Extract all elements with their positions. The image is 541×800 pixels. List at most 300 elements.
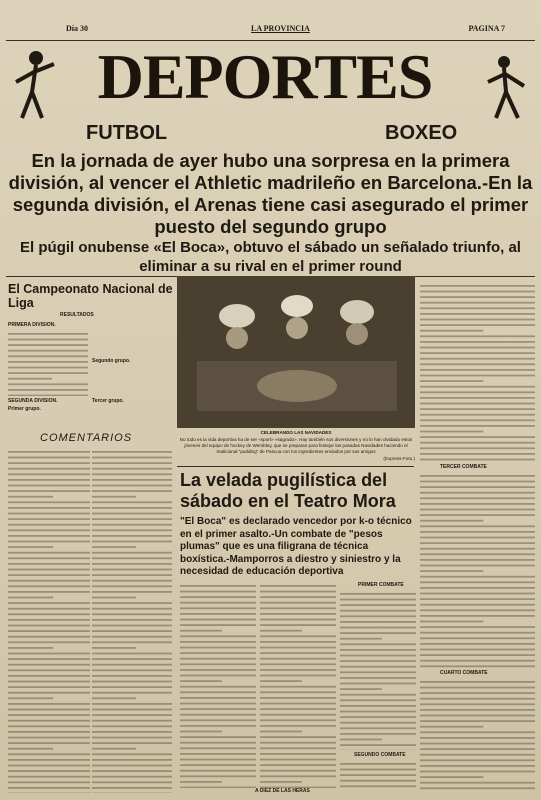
section-boxeo: BOXEO — [385, 122, 458, 144]
text-line — [340, 638, 382, 640]
text-line — [340, 739, 382, 741]
text-line — [420, 692, 535, 694]
text-line — [420, 665, 535, 667]
text-line — [340, 733, 416, 735]
text-line — [92, 462, 172, 464]
text-line — [8, 355, 88, 357]
text-line — [420, 335, 535, 337]
text-line — [8, 658, 90, 660]
text-line — [180, 770, 256, 772]
text-line — [260, 675, 336, 677]
text-line — [260, 596, 336, 598]
text-line — [180, 596, 256, 598]
text-line — [420, 330, 483, 332]
text-line — [340, 785, 416, 787]
text-lines — [340, 760, 416, 790]
text-line — [8, 686, 90, 688]
text-line — [180, 658, 256, 660]
text-line — [420, 637, 535, 639]
velada-column-3 — [340, 590, 416, 750]
text-line — [420, 375, 535, 377]
text-line — [92, 653, 172, 655]
text-line — [420, 754, 535, 756]
text-line — [8, 770, 90, 772]
text-line — [340, 593, 416, 595]
text-line — [340, 599, 416, 601]
text-line — [8, 765, 90, 767]
text-line — [420, 737, 535, 739]
text-line — [92, 546, 136, 548]
text-line — [420, 436, 535, 438]
text-line — [92, 613, 172, 615]
photo-caption: No todo es la vida deportiva ha de ser «sport» «sagrado». Hay también sus diversiones y no lo han olvidado estos jóvenes del equipo de hockey de Wembley, que se preparan para festejar las pasadas Navidades haciendo el tradicional "pudding" de Pascua con los ingredientes enviados por sus amigos — [179, 437, 413, 454]
text-line — [8, 485, 90, 487]
text-line — [92, 574, 172, 576]
text-line — [340, 769, 416, 771]
article-column-right-mid — [420, 472, 535, 668]
text-line — [180, 630, 222, 632]
text-line — [260, 602, 336, 604]
text-line — [180, 714, 256, 716]
text-line — [420, 363, 535, 365]
text-lines — [420, 472, 535, 668]
text-line — [8, 737, 90, 739]
text-line — [92, 725, 172, 727]
cuarto-combate-label: CUARTO COMBATE — [440, 670, 488, 676]
photo-image — [177, 276, 415, 428]
text-line — [8, 383, 88, 385]
text-line — [92, 535, 172, 537]
text-line — [8, 490, 90, 492]
tercer-combate-label: TERCER COMBATE — [440, 464, 487, 470]
text-line — [8, 557, 90, 559]
text-line — [8, 753, 90, 755]
text-line — [260, 591, 336, 593]
text-line — [92, 485, 172, 487]
text-line — [92, 619, 172, 621]
text-line — [260, 736, 336, 738]
text-line — [340, 683, 416, 685]
text-line — [420, 425, 535, 427]
text-line — [92, 569, 172, 571]
text-line — [180, 663, 256, 665]
text-line — [420, 698, 535, 700]
text-line — [420, 687, 535, 689]
text-line — [8, 574, 90, 576]
text-line — [420, 319, 535, 321]
text-line — [260, 607, 336, 609]
text-line — [92, 473, 172, 475]
text-line — [92, 765, 172, 767]
text-line — [180, 697, 256, 699]
text-line — [420, 537, 535, 539]
text-line — [420, 459, 535, 461]
velada-column-1 — [180, 582, 256, 788]
text-line — [340, 705, 416, 707]
text-line — [92, 602, 172, 604]
text-line — [420, 453, 535, 455]
text-line — [92, 501, 172, 503]
text-line — [8, 378, 52, 380]
text-line — [180, 759, 256, 761]
text-line — [92, 597, 136, 599]
text-line — [92, 714, 172, 716]
text-line — [420, 570, 483, 572]
text-line — [420, 386, 535, 388]
text-line — [420, 307, 535, 309]
segundo-combate-label: SEGUNDO COMBATE — [354, 752, 406, 758]
text-line — [180, 647, 256, 649]
segundo-grupo-label: Segundo grupo. — [92, 358, 131, 364]
text-line — [340, 744, 416, 746]
velada-column-3-bottom — [340, 760, 416, 790]
text-line — [8, 787, 90, 789]
text-line — [420, 565, 535, 567]
text-line — [420, 497, 535, 499]
text-line — [92, 636, 172, 638]
text-lines — [8, 330, 88, 396]
text-line — [8, 546, 53, 548]
text-line — [180, 764, 256, 766]
text-line — [340, 621, 416, 623]
text-line — [180, 753, 256, 755]
text-line — [420, 720, 535, 722]
text-line — [420, 525, 535, 527]
text-line — [420, 771, 535, 773]
text-line — [8, 636, 90, 638]
text-line — [92, 552, 172, 554]
text-line — [92, 647, 136, 649]
text-line — [92, 580, 172, 582]
text-line — [8, 507, 90, 509]
text-line — [8, 776, 90, 778]
text-line — [420, 776, 483, 778]
text-line — [420, 414, 535, 416]
comentarios-label: COMENTARIOS — [40, 432, 133, 444]
page-header — [6, 22, 535, 40]
text-line — [420, 296, 535, 298]
text-line — [420, 369, 535, 371]
text-line — [92, 630, 172, 632]
article-column-2 — [92, 448, 172, 793]
text-line — [420, 709, 535, 711]
text-lines — [420, 678, 535, 793]
text-line — [420, 285, 535, 287]
text-line — [92, 675, 172, 677]
text-line — [340, 671, 416, 673]
text-line — [180, 585, 256, 587]
text-line — [92, 737, 172, 739]
text-line — [180, 719, 256, 721]
text-line — [180, 635, 256, 637]
text-line — [260, 708, 336, 710]
text-line — [8, 714, 90, 716]
text-line — [92, 641, 172, 643]
page-number: PAGINA 7 — [468, 24, 505, 33]
text-line — [8, 625, 90, 627]
text-line — [420, 598, 535, 600]
text-line — [92, 681, 172, 683]
text-line — [420, 341, 535, 343]
text-line — [340, 604, 416, 606]
text-line — [420, 743, 535, 745]
text-line — [420, 481, 535, 483]
text-line — [8, 664, 90, 666]
paper-name: LA PROVINCIA — [251, 24, 310, 33]
text-line — [260, 714, 336, 716]
text-line — [260, 619, 336, 621]
text-line — [8, 619, 90, 621]
text-line — [420, 447, 535, 449]
velada-title: La velada pugilística del sábado en el Teatro Mora — [180, 470, 396, 511]
text-line — [180, 613, 256, 615]
text-lines — [92, 448, 172, 793]
text-line — [260, 781, 302, 783]
text-line — [260, 742, 336, 744]
article-column-right-bottom — [420, 678, 535, 793]
text-line — [180, 731, 222, 733]
text-line — [92, 490, 172, 492]
text-line — [340, 643, 416, 645]
text-line — [340, 694, 416, 696]
text-line — [180, 602, 256, 604]
text-line — [420, 380, 483, 382]
text-line — [420, 503, 535, 505]
text-line — [340, 655, 416, 657]
text-line — [260, 669, 336, 671]
text-line — [180, 591, 256, 593]
text-line — [260, 731, 302, 733]
text-line — [180, 742, 256, 744]
text-line — [8, 585, 90, 587]
text-line — [8, 518, 90, 520]
text-line — [180, 775, 256, 777]
text-line — [420, 509, 535, 511]
text-line — [92, 529, 172, 531]
text-line — [180, 641, 256, 643]
text-line — [420, 731, 535, 733]
text-line — [92, 753, 172, 755]
text-line — [92, 742, 172, 744]
text-line — [92, 451, 172, 453]
text-lines — [8, 448, 90, 793]
text-line — [8, 725, 90, 727]
text-line — [340, 711, 416, 713]
text-line — [92, 731, 172, 733]
text-line — [8, 395, 88, 396]
text-line — [92, 748, 136, 750]
text-line — [8, 748, 53, 750]
text-line — [420, 475, 535, 477]
text-line — [8, 759, 90, 761]
text-line — [180, 747, 256, 749]
text-line — [8, 675, 90, 677]
text-line — [420, 581, 535, 583]
primer-combate-label: PRIMER COMBATE — [358, 582, 404, 588]
text-line — [8, 653, 90, 655]
text-line — [180, 736, 256, 738]
athlete-figure-left — [8, 44, 63, 124]
text-line — [340, 666, 416, 668]
text-line — [92, 776, 172, 778]
text-line — [420, 649, 535, 651]
photo-christmas — [177, 276, 415, 428]
text-line — [180, 624, 256, 626]
text-line — [92, 585, 172, 587]
text-line — [92, 468, 172, 470]
text-line — [92, 669, 172, 671]
text-line — [92, 479, 172, 481]
text-line — [420, 313, 535, 315]
main-headline: En la jornada de ayer hubo una sorpresa en la primera división, al vencer el Athletic madrileño en Barcelona.-En la segunda división, el Arenas tiene casi asegurado el primer puesto del segundo grupo — [8, 150, 533, 237]
text-line — [8, 513, 90, 515]
text-line — [92, 457, 172, 459]
text-line — [8, 709, 90, 711]
text-line — [92, 759, 172, 761]
text-line — [420, 782, 535, 784]
segunda-division-label: SEGUNDA DIVISION. — [8, 398, 58, 404]
text-line — [8, 333, 88, 335]
text-line — [8, 350, 88, 352]
text-line — [260, 658, 336, 660]
text-line — [420, 531, 535, 533]
article-column-1 — [8, 448, 90, 793]
text-line — [180, 703, 256, 705]
text-line — [260, 624, 336, 626]
text-line — [260, 753, 336, 755]
text-line — [92, 541, 172, 543]
text-line — [8, 344, 88, 346]
text-line — [8, 641, 90, 643]
text-line — [8, 552, 90, 554]
photo-credit: (Express-Foto.) — [383, 456, 415, 461]
text-line — [420, 324, 535, 326]
text-line — [420, 520, 483, 522]
athlete-figure-right — [478, 52, 533, 124]
text-line — [8, 742, 90, 744]
text-line — [8, 731, 90, 733]
text-line — [420, 703, 535, 705]
text-lines — [340, 590, 416, 750]
text-line — [420, 632, 535, 634]
section-futbol: FUTBOL — [86, 122, 168, 144]
signature: A DIEZ DE LAS HERAS — [255, 788, 310, 794]
text-line — [420, 548, 535, 550]
text-line — [8, 669, 90, 671]
text-line — [420, 431, 483, 433]
text-line — [420, 576, 535, 578]
text-line — [340, 716, 416, 718]
text-line — [92, 787, 172, 789]
text-line — [8, 541, 90, 543]
text-line — [260, 652, 336, 654]
text-line — [420, 559, 535, 561]
text-line — [340, 727, 416, 729]
text-line — [260, 764, 336, 766]
text-line — [420, 358, 535, 360]
text-line — [92, 781, 172, 783]
text-line — [420, 302, 535, 304]
text-line — [8, 563, 90, 565]
text-line — [8, 389, 88, 391]
text-line — [8, 529, 90, 531]
text-line — [260, 686, 336, 688]
date-label: Día 30 — [66, 24, 88, 33]
text-line — [260, 641, 336, 643]
text-line — [180, 781, 222, 783]
campeonato-title: El Campeonato Nacional de Liga — [8, 282, 173, 310]
text-line — [420, 391, 535, 393]
text-line — [92, 703, 172, 705]
results-text-block — [8, 330, 88, 396]
text-line — [92, 686, 172, 688]
text-line — [260, 635, 336, 637]
text-line — [92, 664, 172, 666]
text-line — [260, 759, 336, 761]
text-line — [92, 770, 172, 772]
text-line — [420, 681, 535, 683]
text-line — [8, 462, 90, 464]
text-line — [180, 607, 256, 609]
text-line — [260, 680, 302, 682]
text-line — [420, 726, 483, 728]
text-line — [420, 352, 535, 354]
text-line — [260, 770, 336, 772]
tercer-grupo-label: Tercer grupo. — [92, 398, 124, 404]
text-line — [92, 507, 172, 509]
text-line — [92, 518, 172, 520]
text-line — [260, 630, 302, 632]
text-line — [8, 681, 90, 683]
text-line — [180, 669, 256, 671]
text-line — [8, 451, 90, 453]
text-lines — [180, 582, 256, 788]
text-line — [340, 660, 416, 662]
text-lines — [260, 582, 336, 788]
text-line — [260, 613, 336, 615]
text-line — [420, 514, 535, 516]
text-line — [8, 473, 90, 475]
text-line — [180, 680, 222, 682]
text-line — [340, 780, 416, 782]
text-line — [420, 397, 535, 399]
text-line — [340, 632, 416, 634]
text-line — [260, 585, 336, 587]
text-line — [340, 610, 416, 612]
text-line — [8, 608, 90, 610]
text-line — [420, 291, 535, 293]
velada-column-2 — [260, 582, 336, 788]
text-line — [92, 496, 136, 498]
text-line — [420, 486, 535, 488]
text-line — [180, 787, 256, 788]
text-line — [8, 697, 53, 699]
text-line — [92, 709, 172, 711]
text-line — [92, 591, 172, 593]
text-line — [92, 524, 172, 526]
text-line — [420, 403, 535, 405]
text-line — [92, 563, 172, 565]
text-line — [92, 658, 172, 660]
text-line — [260, 703, 336, 705]
text-line — [420, 542, 535, 544]
text-line — [340, 688, 382, 690]
text-line — [8, 580, 90, 582]
text-line — [420, 660, 535, 662]
text-line — [420, 748, 535, 750]
text-line — [8, 630, 90, 632]
text-line — [8, 496, 53, 498]
